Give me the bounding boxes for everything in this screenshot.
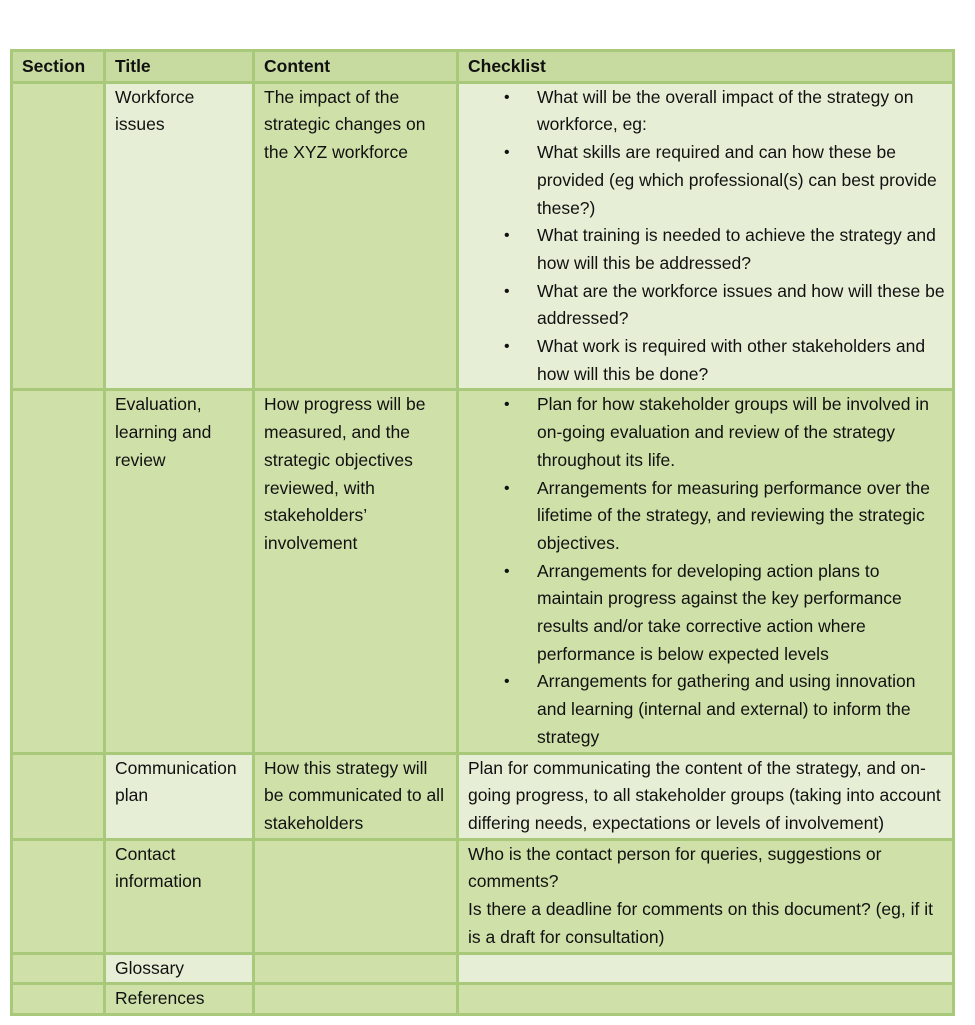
- checklist-paragraph: Who is the contact person for queries, suggestions or comments?: [468, 843, 882, 892]
- content-cell: [254, 984, 458, 1015]
- header-row: [12, 51, 954, 83]
- strategy-checklist-table: [10, 49, 955, 1016]
- header-title: Title: [105, 51, 254, 83]
- title-cell: References: [105, 984, 254, 1015]
- table-row: [12, 82, 954, 390]
- title-cell: Communication plan: [105, 753, 254, 839]
- checklist-item: • Plan for how stakeholder groups will be involved in on-going evaluation and review of the strategy throughout its life.: [468, 391, 946, 474]
- table-row: [12, 839, 954, 953]
- section-cell: [12, 839, 105, 953]
- checklist-cell: [458, 82, 954, 390]
- checklist-cell: [458, 390, 954, 753]
- checklist-item: • What training is needed to achieve the strategy and how will this be addressed?: [468, 222, 946, 277]
- section-cell: [12, 390, 105, 753]
- title-cell: Glossary: [105, 953, 254, 984]
- title-cell: Workforce issues: [105, 82, 254, 390]
- content-cell: The impact of the strategic changes on the XYZ workforce: [254, 82, 458, 390]
- content-cell: How progress will be measured, and the strategic objectives reviewed, with stakeholders’ involvement: [254, 390, 458, 753]
- checklist-cell: [458, 839, 954, 953]
- header-checklist: Checklist: [458, 51, 954, 83]
- checklist-item: • What work is required with other stakeholders and how will this be done?: [468, 333, 946, 388]
- content-cell: How this strategy will be communicated to all stakeholders: [254, 753, 458, 839]
- section-cell: [12, 753, 105, 839]
- checklist-paragraph: Is there a deadline for comments on this document? (eg, if it is a draft for consultation): [468, 899, 933, 947]
- title-cell: Contact information: [105, 839, 254, 953]
- content-cell: [254, 839, 458, 953]
- checklist-item: • Arrangements for gathering and using innovation and learning (internal and external) to inform the strategy: [468, 668, 946, 751]
- checklist-cell: Plan for communicating the content of the strategy, and on-going progress, to all stakeholder groups (taking into account differing needs, expectations or levels of involvement): [458, 753, 954, 839]
- checklist-bullets: [468, 391, 946, 751]
- header-content: Content: [254, 51, 458, 83]
- checklist-item: • Arrangements for measuring performance over the lifetime of the strategy, and reviewing the strategic objectives.: [468, 475, 946, 558]
- checklist-item: • What are the workforce issues and how will these be addressed?: [468, 278, 946, 333]
- checklist-cell: [458, 984, 954, 1015]
- table-row: [12, 984, 954, 1015]
- section-cell: [12, 953, 105, 984]
- content-cell: [254, 953, 458, 984]
- table-row: [12, 390, 954, 753]
- title-cell: Evaluation, learning and review: [105, 390, 254, 753]
- table-row: [12, 753, 954, 839]
- section-cell: [12, 984, 105, 1015]
- section-cell: [12, 82, 105, 390]
- checklist-bullets: [468, 84, 946, 389]
- checklist-cell: [458, 953, 954, 984]
- header-section: Section: [12, 51, 105, 83]
- checklist-item: • What will be the overall impact of the strategy on workforce, eg:: [468, 84, 946, 139]
- checklist-item: • Arrangements for developing action plans to maintain progress against the key performance results and/or take corrective action where performance is below expected levels: [468, 558, 946, 669]
- table-row: [12, 953, 954, 984]
- checklist-item: • What skills are required and can how these be provided (eg which professional(s) can best provide these?): [468, 139, 946, 222]
